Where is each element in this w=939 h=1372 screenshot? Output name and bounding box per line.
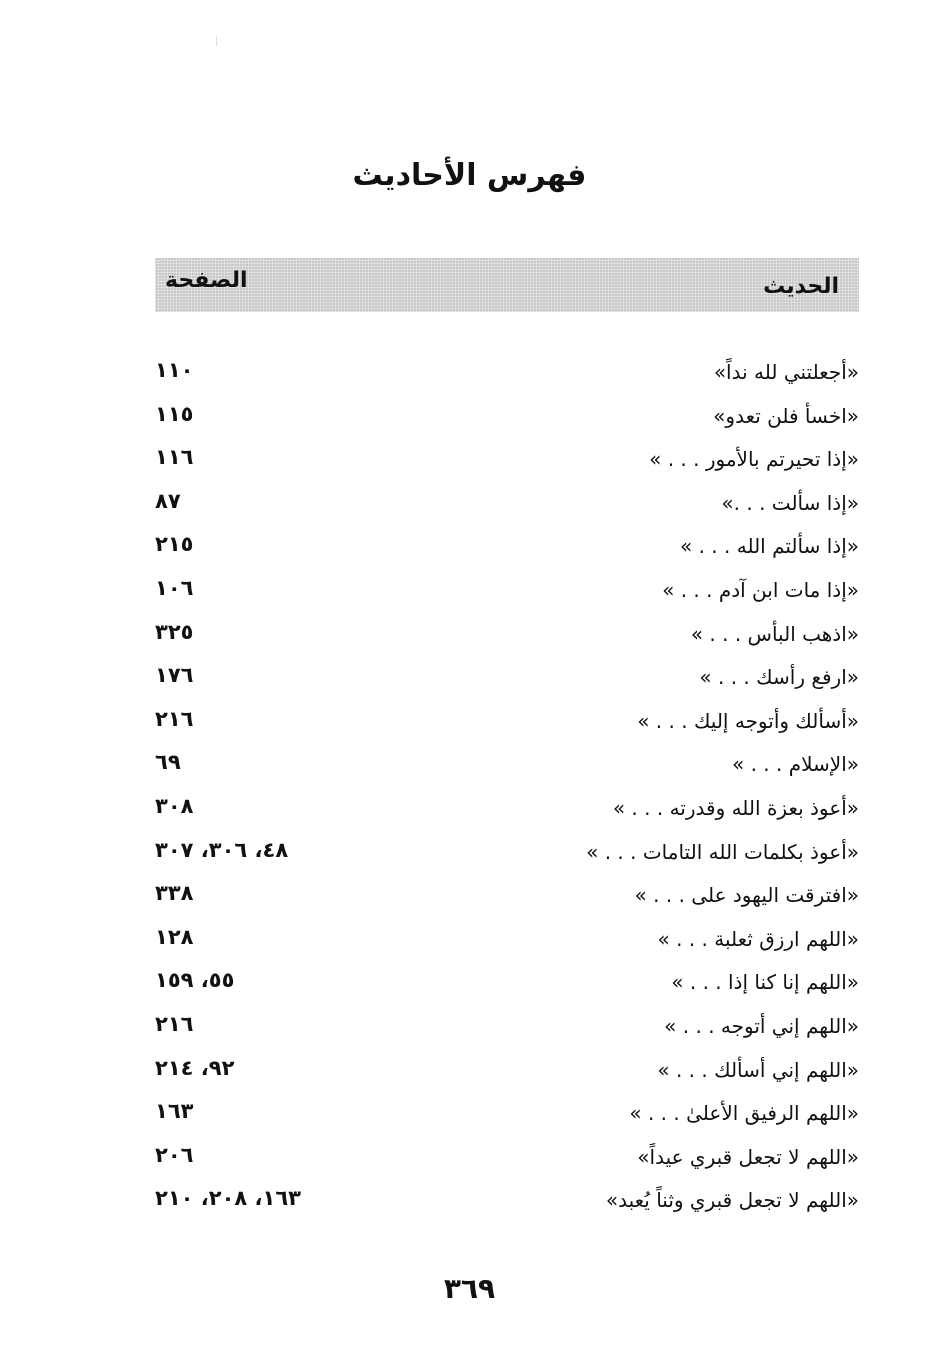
index-row bbox=[155, 483, 859, 527]
page-references: ٢١٥ bbox=[155, 532, 194, 557]
index-row bbox=[155, 439, 859, 483]
page-references: ١١٦ bbox=[155, 445, 194, 470]
page-number: ٣٦٩ bbox=[443, 1272, 496, 1305]
page-references: ١١٥ bbox=[155, 401, 194, 426]
page-references: ٩٢، ٢١٤ bbox=[155, 1055, 235, 1080]
page-references: ١٦٣ bbox=[155, 1099, 194, 1124]
hadith-text: «اللهم لا تجعل قبري وثناً يُعبد» bbox=[605, 1188, 859, 1213]
index-row bbox=[155, 1180, 859, 1224]
index-row bbox=[155, 744, 859, 788]
scan-speck bbox=[216, 36, 217, 46]
hadith-text: «اللهم الرفيق الأعلىٰ . . . » bbox=[629, 1101, 859, 1126]
hadith-text: «اللهم إنا كنا إذا . . . » bbox=[671, 970, 859, 995]
page-references: ٢١٦ bbox=[155, 1011, 194, 1036]
hadith-text: «أعوذ بعزة الله وقدرته . . . » bbox=[612, 795, 859, 820]
hadith-text: «الإسلام . . . » bbox=[731, 752, 859, 777]
page-references: ١١٠ bbox=[155, 358, 194, 382]
page-references: ١٦٣، ٢٠٨، ٢١٠ bbox=[155, 1186, 301, 1211]
hadith-text: «إذا تحيرتم بالأمور . . . » bbox=[649, 447, 859, 472]
page-references: ٣٠٨ bbox=[155, 793, 194, 818]
page-references: ١٢٨ bbox=[155, 924, 194, 949]
page-references: ٣٣٨ bbox=[155, 881, 194, 906]
hadith-text: «اخسأ فلن تعدو» bbox=[713, 403, 859, 428]
table-header bbox=[155, 258, 859, 312]
page-references: ٥٥، ١٥٩ bbox=[155, 968, 235, 993]
index-row bbox=[155, 788, 859, 832]
index-row bbox=[155, 875, 859, 919]
hadith-text: «إذا سألتم الله . . . » bbox=[680, 534, 859, 559]
index-row bbox=[155, 396, 859, 440]
hadith-text: «أعوذ بكلمات الله التامات . . . » bbox=[586, 839, 859, 864]
index-row bbox=[155, 919, 859, 963]
page-references: ٢١٦ bbox=[155, 706, 194, 731]
page-references: ٣٢٥ bbox=[155, 619, 194, 644]
index-row bbox=[155, 1093, 859, 1137]
hadith-text: «ارفع رأسك . . . » bbox=[699, 665, 859, 690]
hadith-text: «اللهم إني أسألك . . . » bbox=[657, 1057, 859, 1082]
index-row bbox=[155, 352, 859, 396]
index-row bbox=[155, 962, 859, 1006]
page-references: ١٠٦ bbox=[155, 575, 194, 600]
hadith-text: «اللهم لا تجعل قبري عيداً» bbox=[637, 1144, 859, 1169]
page-references: ١٧٦ bbox=[155, 663, 194, 688]
page-references: ٦٩ bbox=[155, 750, 181, 775]
hadith-index-list bbox=[155, 352, 859, 1224]
hadith-text: «أجعلتني لله نداً» bbox=[713, 360, 859, 384]
hadith-text: «إذا سألت . . .» bbox=[721, 490, 859, 515]
hadith-text: «إذا مات ابن آدم . . . » bbox=[662, 577, 859, 602]
page-references: ٨٧ bbox=[155, 488, 181, 513]
hadith-text: «اللهم إني أتوجه . . . » bbox=[664, 1013, 859, 1038]
index-row bbox=[155, 657, 859, 701]
hadith-text: «أسألك وأتوجه إليك . . . » bbox=[637, 708, 859, 733]
hadith-text: «اذهب البأس . . . » bbox=[690, 621, 859, 646]
index-row bbox=[155, 701, 859, 745]
page-title: فهرس الأحاديث bbox=[352, 158, 587, 193]
page-references: ٢٠٦ bbox=[155, 1142, 194, 1167]
index-row bbox=[155, 832, 859, 876]
index-row bbox=[155, 1050, 859, 1094]
index-row bbox=[155, 1137, 859, 1181]
header-page-label: الصفحة bbox=[165, 268, 248, 293]
hadith-text: «افترقت اليهود على . . . » bbox=[634, 883, 859, 908]
index-row bbox=[155, 1006, 859, 1050]
index-row bbox=[155, 526, 859, 570]
index-row bbox=[155, 614, 859, 658]
index-row bbox=[155, 570, 859, 614]
page-references: ٤٨، ٣٠٦، ٣٠٧ bbox=[155, 837, 289, 862]
hadith-text: «اللهم ارزق ثعلبة . . . » bbox=[657, 926, 859, 951]
header-hadith-label: الحديث bbox=[763, 274, 839, 299]
